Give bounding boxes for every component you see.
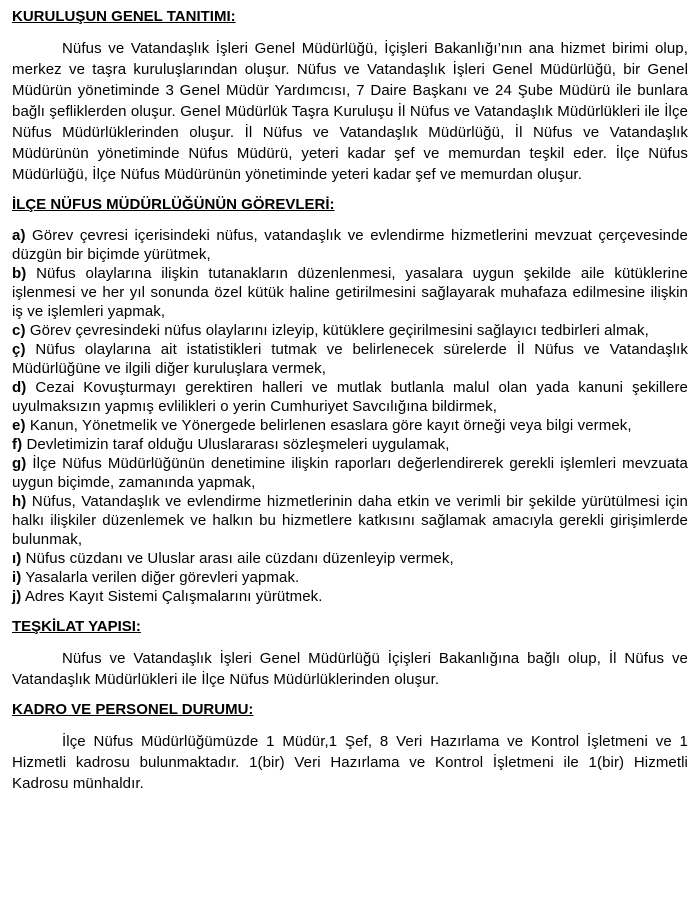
- item-letter: c): [12, 322, 26, 339]
- item-text: Devletimizin taraf olduğu Uluslararası sözleşmeleri uygulamak,: [26, 436, 450, 453]
- list-item: [12, 416, 688, 435]
- section-heading-staff: KADRO VE PERSONEL DURUMU:: [12, 701, 254, 718]
- list-item: [12, 226, 688, 264]
- item-text: Yasalarla verilen diğer görevleri yapmak.: [25, 569, 300, 586]
- list-item: [12, 321, 688, 340]
- item-letter: g): [12, 455, 27, 472]
- item-letter: i): [12, 569, 22, 586]
- list-item: [12, 568, 688, 587]
- section-heading-organization: TEŞKİLAT YAPISI:: [12, 618, 141, 635]
- list-item: [12, 264, 688, 321]
- item-letter: h): [12, 493, 27, 510]
- item-letter: j): [12, 588, 22, 605]
- item-text: Nüfus cüzdanı ve Uluslar arası aile cüzdanı düzenleyip vermek,: [25, 550, 454, 567]
- list-item: [12, 454, 688, 492]
- item-letter: f): [12, 436, 23, 453]
- list-item: [12, 549, 688, 568]
- list-item: [12, 492, 688, 549]
- item-letter: a): [12, 227, 26, 244]
- item-text: İlçe Nüfus Müdürlüğünün denetimine ilişkin raporları değerlendirerek gerekli işlemleri mevzuata uygun biçimde, zamanında yapmak,: [12, 455, 688, 491]
- list-item: [12, 587, 688, 606]
- list-item: [12, 435, 688, 454]
- item-text: Nüfus olaylarına ilişkin tutanakların düzenlenmesi, yasalara uygun şekilde aile kütüklerine işlenmesi ve her yıl sonunda özel kütük haline getirilmesini sağlayarak muhafaza edilmesine ilişkin iş ve işlemleri yapmak,: [12, 265, 688, 320]
- item-letter: ç): [12, 341, 26, 358]
- item-letter: ı): [12, 550, 22, 567]
- staff-paragraph: İlçe Nüfus Müdürlüğümüzde 1 Müdür,1 Şef, 8 Veri Hazırlama ve Kontrol İşletmeni ve 1 Hizmetli kadrosu bulunmaktadır. 1(bir) Veri Hazırlama ve Kontrol İşletmeni ile 1(bir) Hizmetli Kadrosu münhaldır.: [12, 733, 688, 792]
- item-letter: d): [12, 379, 27, 396]
- item-text: Nüfus olaylarına ait istatistikleri tutmak ve belirlenecek sürelerde İl Nüfus ve Vatandaşlık Müdürlüğüne ve ilgili diğer kuruluşlara vermek,: [12, 341, 688, 377]
- section-heading-duties: İLÇE NÜFUS MÜDÜRLÜĞÜNÜN GÖREVLERİ:: [12, 196, 335, 213]
- item-text: Kanun, Yönetmelik ve Yönergede belirlenen esaslara göre kayıt örneği veya bilgi vermek,: [29, 417, 632, 434]
- list-item: [12, 378, 688, 416]
- section-heading-general: KURULUŞUN GENEL TANITIMI:: [12, 8, 236, 25]
- organization-paragraph: Nüfus ve Vatandaşlık İşleri Genel Müdürlüğü İçişleri Bakanlığına bağlı olup, İl Nüfus ve Vatandaşlık Müdürlükleri ile İlçe Nüfus Müdürlüklerinden oluşur.: [12, 650, 688, 688]
- item-text: Görev çevresi içerisindeki nüfus, vatandaşlık ve evlendirme hizmetlerini mevzuat çerçevesinde düzgün bir biçimde yürütmek,: [12, 227, 688, 263]
- item-letter: e): [12, 417, 26, 434]
- item-text: Nüfus, Vatandaşlık ve evlendirme hizmetlerinin daha etkin ve verimli bir şekilde yürütülmesi için halkı ilişkiler düzenlemek ve halkın bu hizmetlere katkısını sağlamak amacıyla gerekli girişimlerde bulunmak,: [12, 493, 688, 548]
- list-item: [12, 340, 688, 378]
- item-letter: b): [12, 265, 27, 282]
- item-text: Cezai Kovuşturmayı gerektiren halleri ve mutlak butlanla malul olan yada kanuni şekillere uyulmaksızın yapmış evlilikleri o yerin Cumhuriyet Savcılığına bildirmek,: [12, 379, 688, 415]
- item-text: Görev çevresindeki nüfus olaylarını izleyip, kütüklere geçirilmesini sağlayıcı tedbirleri almak,: [29, 322, 649, 339]
- general-paragraph: Nüfus ve Vatandaşlık İşleri Genel Müdürlüğü, İçişleri Bakanlığı’nın ana hizmet birimi olup, merkez ve taşra kuruluşlarından oluşur. Nüfus ve Vatandaşlık İşleri Genel Müdürlüğü, bir Genel Müdürün yönetiminde 3 Genel Müdür Yardımcısı, 7 Daire Başkanı ve 24 Şube Müdürü ile bunlara bağlı şefliklerden oluşur. Genel Müdürlük Taşra Kuruluşu İl Nüfus ve Vatandaşlık Müdürlükleri ile İlçe Nüfus Müdürlüklerinden oluşur. İl Nüfus ve Vatandaşlık Müdürlüğü, İl Nüfus ve Vatandaşlık Müdürünün yönetiminde Nüfus Müdürü, yeteri kadar şef ve memurdan teşkil eder. İlçe Nüfus Müdürlüğü, İlçe Nüfus Müdürünün yönetiminde yeteri kadar şef ve memurdan oluşur.: [12, 40, 688, 183]
- item-text: Adres Kayıt Sistemi Çalışmalarını yürütmek.: [24, 588, 323, 605]
- duties-list: [12, 226, 688, 606]
